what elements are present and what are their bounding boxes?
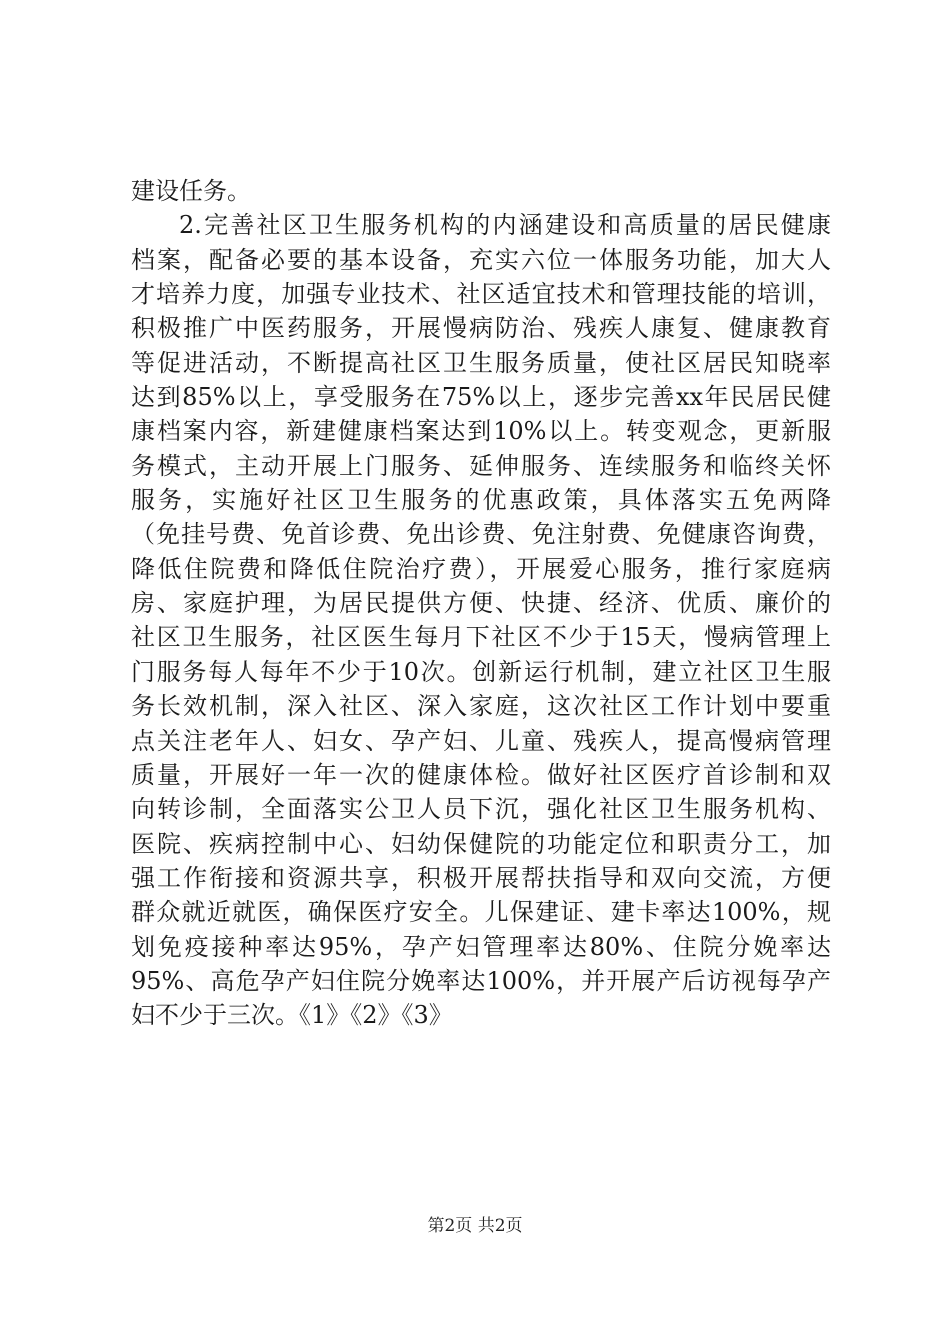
text-line: （免挂号费、免首诊费、免出诊费、免注射费、免健康咨询费， <box>131 520 831 549</box>
text-line: 社区卫生服务，社区医生每月下社区不少于15天，慢病管理上 <box>131 623 831 652</box>
text-line: 群众就近就医，确保医疗安全。儿保建证、建卡率达100%，规 <box>131 898 831 927</box>
text-line: 妇不少于三次。《1》《2》《3》 <box>131 1001 453 1030</box>
page-footer <box>0 1216 950 1236</box>
document-body <box>131 174 831 1033</box>
text-line: 建设任务。 <box>131 177 251 205</box>
text-line: 务模式，主动开展上门服务、延伸服务、连续服务和临终关怀 <box>131 451 831 480</box>
text-line: 质量，开展好一年一次的健康体检。做好社区医疗首诊制和双 <box>131 760 831 789</box>
text-line: 等促进活动，不断提高社区卫生服务质量，使社区居民知晓率 <box>131 348 831 377</box>
text-line: 95%、高危孕产妇住院分娩率达100%，并开展产后访视每孕产 <box>131 966 831 995</box>
text-line: 强工作衔接和资源共享，积极开展帮扶指导和双向交流，方便 <box>131 863 831 892</box>
text-line: 才培养力度，加强专业技术、社区适宜技术和管理技能的培训， <box>131 280 831 309</box>
text-line: 务长效机制，深入社区、深入家庭，这次社区工作计划中要重 <box>131 692 831 721</box>
text-line: 服务，实施好社区卫生服务的优惠政策，具体落实五免两降 <box>131 486 831 515</box>
text-line: 点关注老年人、妇女、孕产妇、儿童、残疾人，提高慢病管理 <box>131 726 831 755</box>
text-line: 康档案内容，新建健康档案达到10%以上。转变观念，更新服 <box>131 417 831 446</box>
text-line: 医院、疾病控制中心、妇幼保健院的功能定位和职责分工，加 <box>131 829 831 858</box>
text-line: 门服务每人每年不少于10次。创新运行机制，建立社区卫生服 <box>131 657 831 686</box>
text-line: 划免疫接种率达95%，孕产妇管理率达80%、住院分娩率达 <box>131 932 831 961</box>
text-line: 达到85%以上，享受服务在75%以上，逐步完善xx年民居民健 <box>131 383 831 412</box>
paragraph-start-line: 2.完善社区卫生服务机构的内涵建设和高质量的居民健康 <box>179 211 831 240</box>
text-line: 档案，配备必要的基本设备，充实六位一体服务功能，加大人 <box>131 245 831 274</box>
text-line: 积极推广中医药服务，开展慢病防治、残疾人康复、健康教育 <box>131 314 831 343</box>
text-line: 向转诊制，全面落实公卫人员下沉，强化社区卫生服务机构、 <box>131 795 831 824</box>
text-line: 降低住院费和降低住院治疗费），开展爱心服务，推行家庭病 <box>131 554 831 583</box>
text-line: 房、家庭护理，为居民提供方便、快捷、经济、优质、廉价的 <box>131 589 831 618</box>
page-number: 第2页 共2页 <box>427 1216 523 1236</box>
